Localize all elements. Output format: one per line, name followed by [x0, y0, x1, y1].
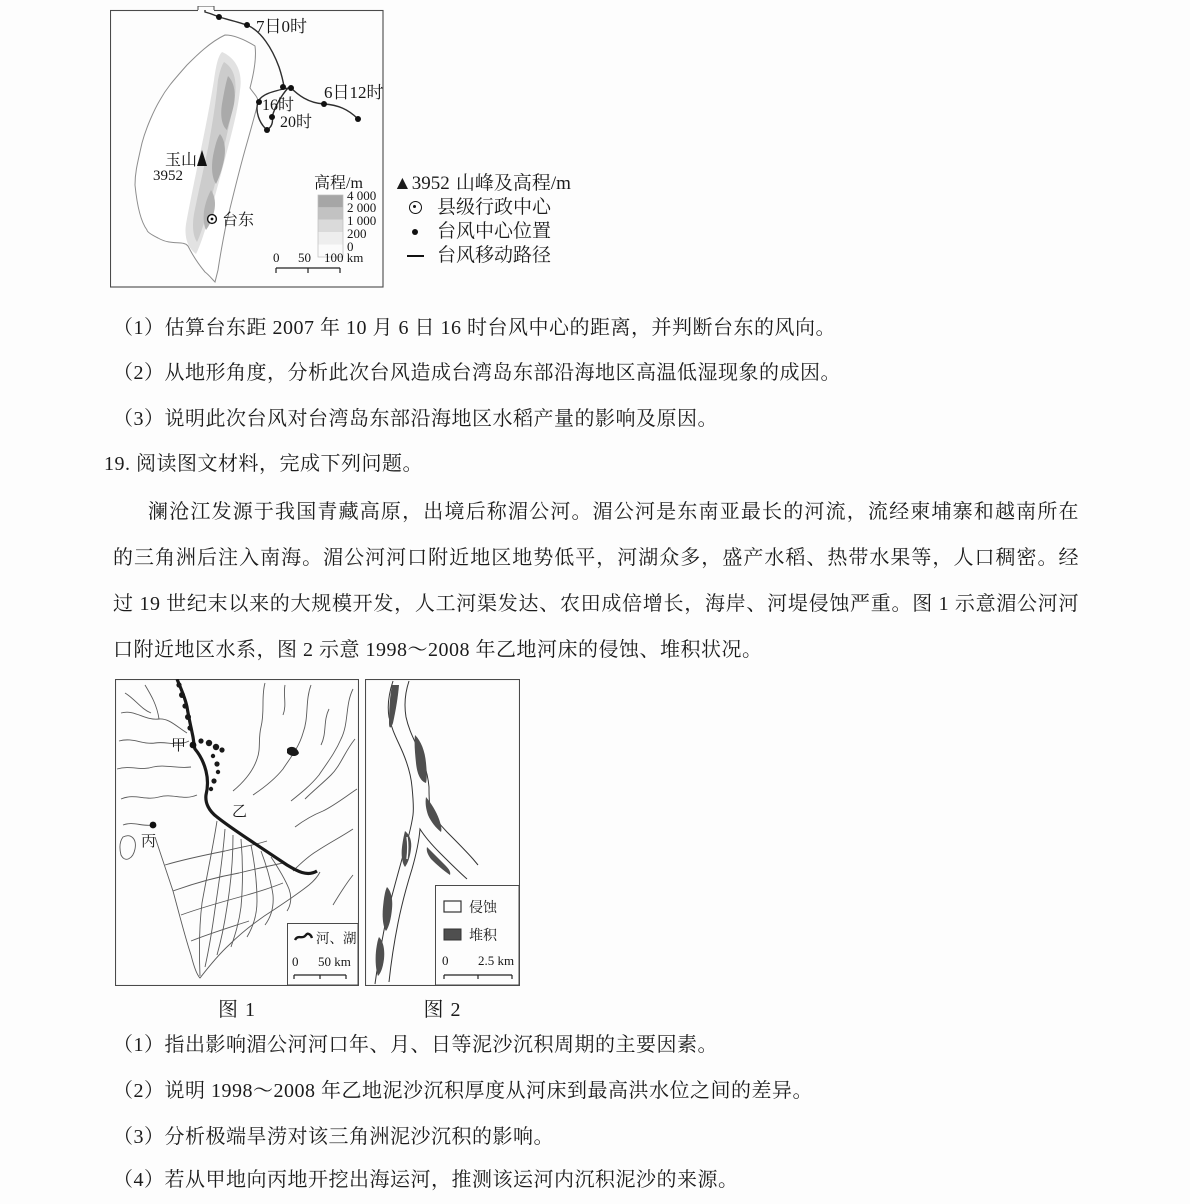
mekong-delta-map [115, 679, 359, 986]
legend-label: 台风中心位置 [437, 221, 552, 242]
figure1-scale-0: 0 [292, 954, 299, 969]
typhoon-track-map [110, 6, 384, 288]
erosion-swatch [444, 901, 461, 912]
q18-item-1: （1）估算台东距 2007 年 10 月 6 日 16 时台风中心的距离，并判断台东的风向。 [113, 317, 836, 339]
point-jia-dot [190, 742, 197, 749]
point-bing-dot [150, 822, 157, 829]
svg-text:0: 0 [347, 239, 354, 254]
figure1-legend [288, 924, 359, 986]
typhoon-map-legend [393, 172, 613, 268]
legend-row-peak [393, 172, 613, 195]
svg-text:2 000: 2 000 [347, 200, 377, 215]
figure2-legend [436, 886, 520, 986]
svg-text:4 000: 4 000 [347, 188, 377, 203]
svg-text:100 km: 100 km [324, 250, 364, 265]
county-center-icon [409, 201, 422, 214]
label-7d0h: 7日0时 [256, 17, 307, 36]
label-6d12h: 6日12时 [324, 83, 384, 102]
typhoon-center-icon [412, 229, 418, 235]
deposition-label: 堆积 [469, 929, 497, 944]
svg-text:1 000: 1 000 [347, 213, 377, 228]
label-16h: 16时 [262, 97, 295, 114]
figure1-legend-label: 河、湖 [316, 931, 357, 946]
material-line-4: 口附近地区水系，图 2 示意 1998～2008 年乙地河床的侵蚀、堆积状况。 [113, 639, 763, 661]
peak-elevation-symbol: ▲3952 [393, 173, 450, 194]
peak-name: 玉山 [165, 152, 198, 169]
legend-label: 台风移动路径 [437, 245, 552, 266]
svg-text:0: 0 [273, 250, 280, 265]
deposition-swatch [444, 929, 461, 940]
label-20h: 20时 [280, 114, 313, 131]
material-line-2: 的三角洲后注入南海。湄公河河口附近地区地势低平，河湖众多，盛产水稻、热带水果等，人口稠密。经 [113, 547, 1079, 569]
elevation-legend-title: 高程/m [314, 175, 363, 192]
q18-item-3: （3）说明此次台风对台湾岛东部沿海地区水稻产量的影响及原因。 [113, 408, 718, 430]
legend-row-typhoon-track [393, 244, 613, 267]
q19-stem: 19. 阅读图文材料，完成下列问题。 [104, 453, 423, 475]
figure1-caption: 图 1 [218, 999, 256, 1021]
legend-label: 县级行政中心 [437, 197, 552, 218]
svg-text:200: 200 [347, 226, 367, 241]
figure2-scale-2-5km: 2.5 km [478, 953, 515, 968]
figure1-scale-50km: 50 km [318, 954, 351, 969]
erosion-label: 侵蚀 [469, 901, 497, 916]
legend-row-typhoon-center [393, 220, 613, 243]
q18-item-2: （2）从地形角度，分析此次台风造成台湾岛东部沿海地区高温低湿现象的成因。 [113, 362, 841, 384]
legend-row-county-center [393, 196, 613, 219]
material-line-3: 过 19 世纪末以来的大规模开发，人工河渠发达、农田成倍增长，海岸、河堤侵蚀严重。图 1 示意湄公河河 [113, 593, 1079, 615]
legend-label: 山峰及高程/m [455, 173, 571, 194]
figure2-caption: 图 2 [423, 999, 462, 1021]
q19-item-2: （2）说明 1998～2008 年乙地泥沙沉积厚度从河床到最高洪水位之间的差异。 [113, 1080, 813, 1102]
q19-item-4: （4）若从甲地向丙地开挖出海运河，推测该运河内沉积泥沙的来源。 [113, 1169, 739, 1191]
point-bing-label: 丙 [141, 834, 157, 850]
point-jia-label: 甲 [171, 738, 187, 754]
city-label: 台东 [222, 212, 255, 229]
q19-item-1: （1）指出影响湄公河河口年、月、日等泥沙沉积周期的主要因素。 [113, 1034, 718, 1056]
svg-text:50: 50 [298, 250, 311, 265]
q19-item-3: （3）分析极端旱涝对该三角洲泥沙沉积的影响。 [113, 1126, 554, 1148]
peak-elevation: 3952 [153, 168, 183, 184]
elevation-legend-bar [318, 195, 343, 257]
point-yi-label: 乙 [232, 804, 248, 820]
figure2-scale-0: 0 [442, 953, 449, 968]
typhoon-track-icon [407, 255, 424, 257]
channel-erosion-map [365, 679, 520, 986]
material-line-1: 澜沧江发源于我国青藏高原，出境后称湄公河。湄公河是东南亚最长的河流，流经柬埔寨和越南所在 [148, 501, 1079, 523]
